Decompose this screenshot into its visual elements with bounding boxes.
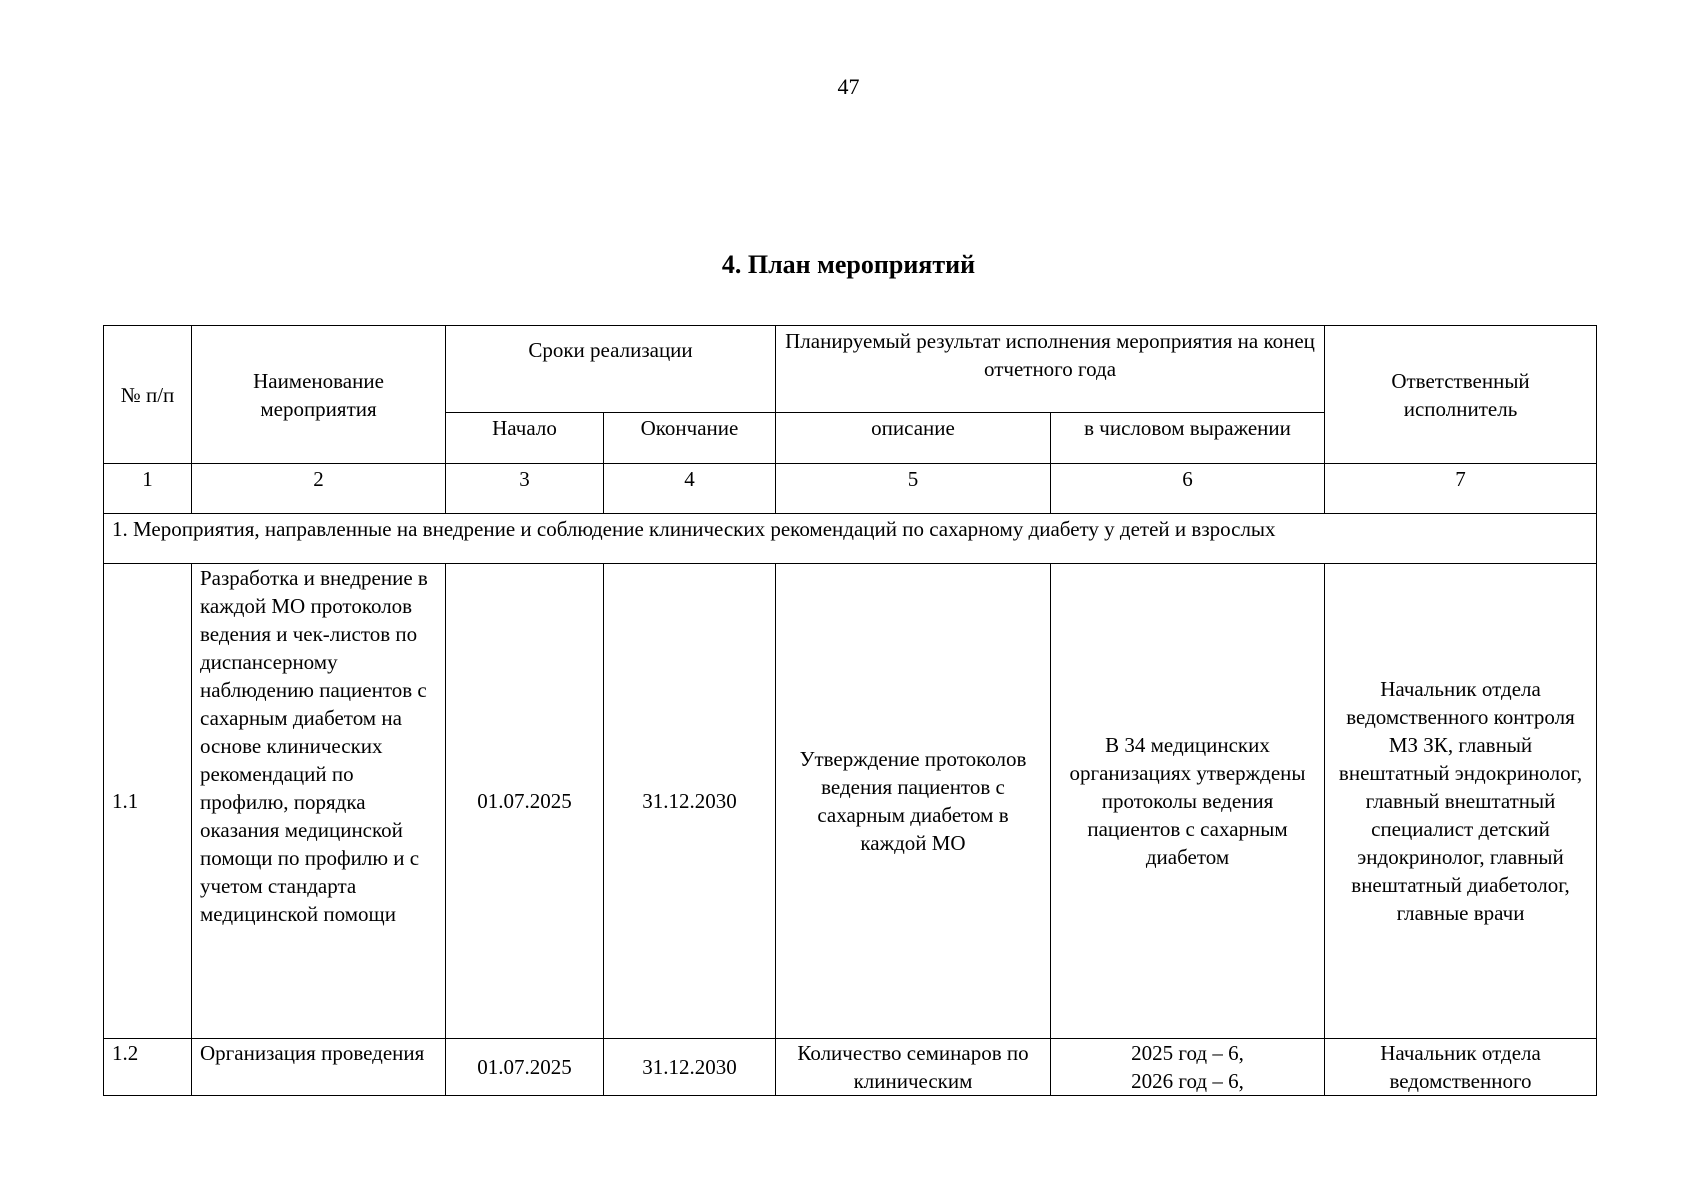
row-numeric-line: 2025 год – 6,	[1131, 1041, 1244, 1065]
column-number-row	[104, 464, 1597, 514]
header-end: Окончание	[604, 413, 776, 464]
header-row	[104, 326, 1597, 413]
column-number: 5	[776, 464, 1051, 514]
section-heading: 1. Мероприятия, направленные на внедрение и соблюдение клинических рекомендаций по сахарному диабету у детей и взрослых	[104, 514, 1597, 564]
row-start: 01.07.2025	[446, 1039, 604, 1096]
row-numeric-line: 2026 год – 6,	[1131, 1069, 1244, 1093]
section-title: 4. План мероприятий	[721, 250, 976, 279]
column-number: 7	[1325, 464, 1597, 514]
row-numeric	[1051, 1039, 1325, 1096]
row-responsible: Начальник отдела ведомственного	[1325, 1039, 1597, 1096]
table-row	[104, 1039, 1597, 1096]
row-start: 01.07.2025	[446, 564, 604, 1039]
header-name: Наименование мероприятия	[192, 326, 446, 464]
row-numeric: В 34 медицинских организациях утверждены протоколы ведения пациентов с сахарным диабетом	[1051, 564, 1325, 1039]
header-result: Планируемый результат исполнения мероприятия на конец отчетного года	[776, 326, 1325, 413]
section-row	[104, 514, 1597, 564]
column-number: 3	[446, 464, 604, 514]
header-terms: Сроки реализации	[446, 326, 776, 413]
header-start: Начало	[446, 413, 604, 464]
row-description: Утверждение протоколов ведения пациентов с сахарным диабетом в каждой МО	[776, 564, 1051, 1039]
page-number: 47	[837, 74, 860, 99]
row-responsible: Начальник отдела ведомственного контроля МЗ ЗК, главный внештатный эндокринолог, главный внештатный специалист детский эндокринолог, главный внештатный диабетолог, главные врачи	[1325, 564, 1597, 1039]
column-number: 4	[604, 464, 776, 514]
row-end: 31.12.2030	[604, 1039, 776, 1096]
row-name: Разработка и внедрение в каждой МО протоколов ведения и чек-листов по диспансерному наблюдению пациентов с сахарным диабетом на основе клинических рекомендаций по профилю, порядка оказания медицинской помощи по профилю и с учетом стандарта медицинской помощи	[192, 564, 446, 1039]
row-end: 31.12.2030	[604, 564, 776, 1039]
row-num: 1.1	[104, 564, 192, 1039]
row-description: Количество семинаров по клиническим	[776, 1039, 1051, 1096]
header-responsible: Ответственный исполнитель	[1325, 326, 1597, 464]
plan-table	[103, 325, 1597, 1096]
header-description: описание	[776, 413, 1051, 464]
column-number: 2	[192, 464, 446, 514]
column-number: 1	[104, 464, 192, 514]
header-num: № п/п	[104, 326, 192, 464]
header-numeric: в числовом выражении	[1051, 413, 1325, 464]
column-number: 6	[1051, 464, 1325, 514]
row-name: Организация проведения	[192, 1039, 446, 1096]
table-row	[104, 564, 1597, 1039]
row-num: 1.2	[104, 1039, 192, 1096]
